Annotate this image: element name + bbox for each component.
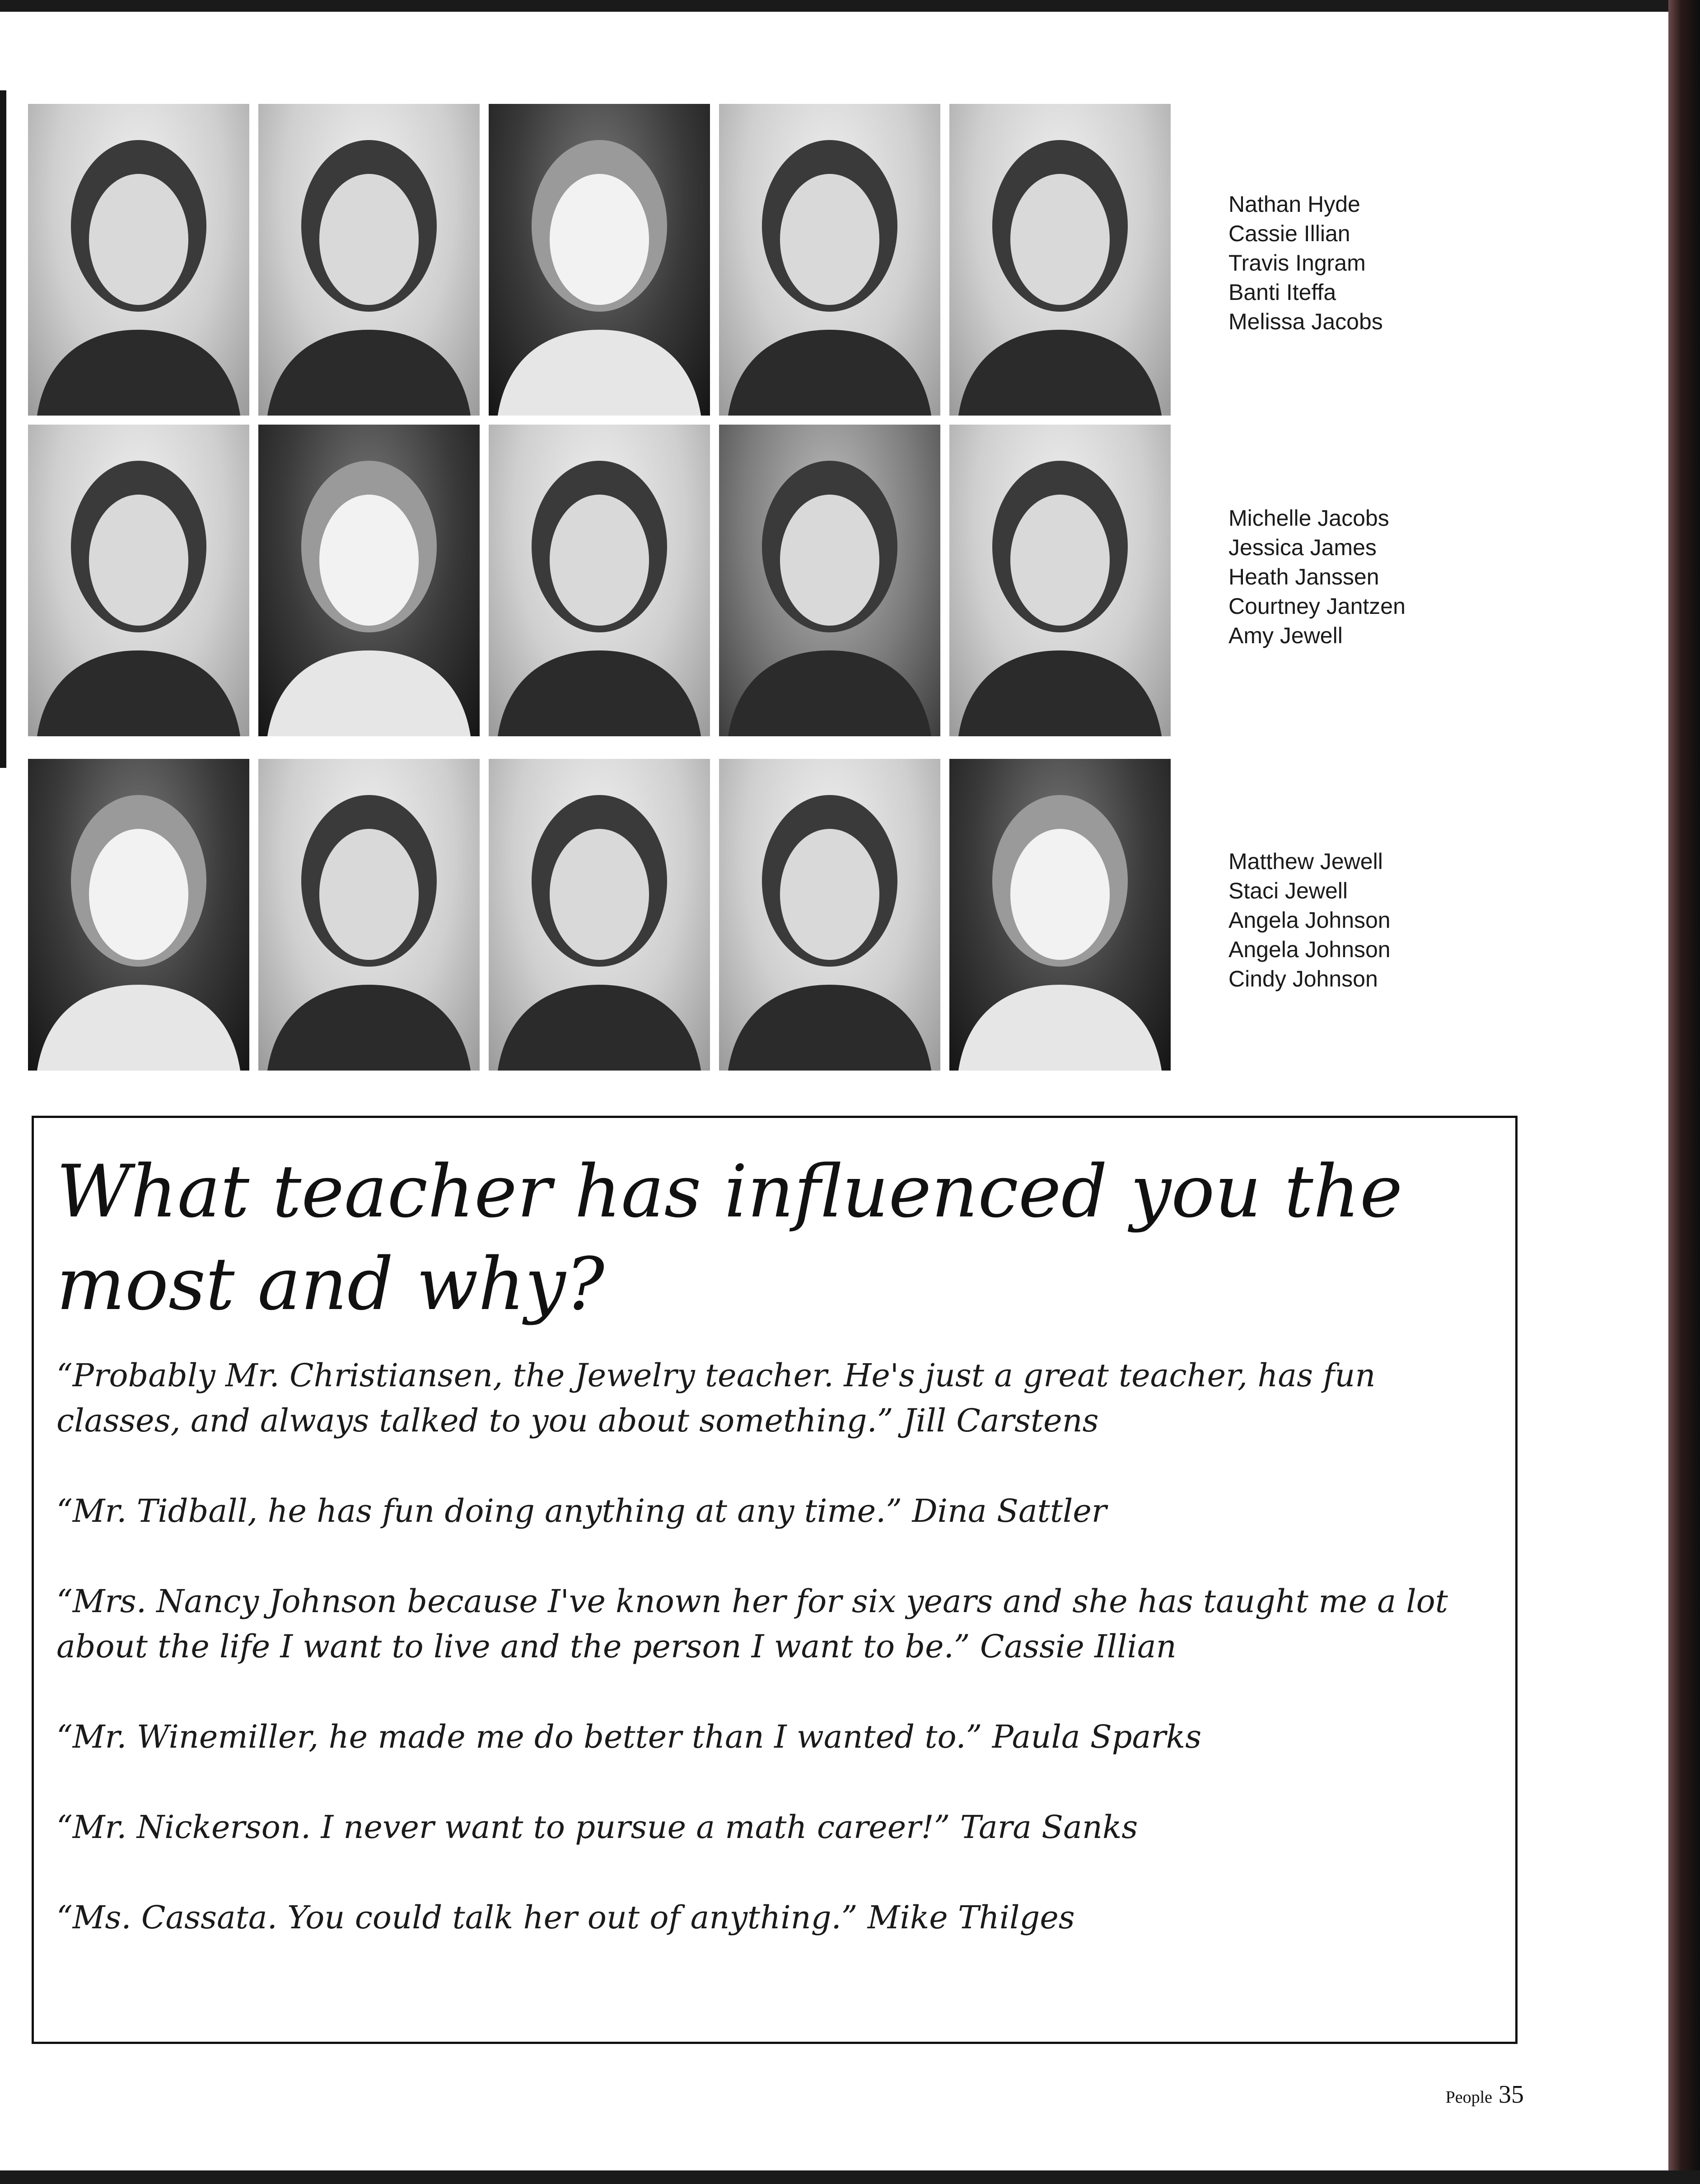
shoulders-shape [498,650,701,736]
student-name: Angela Johnson [1228,937,1391,962]
student-name: Staci Jewell [1228,878,1348,903]
face-shape [1010,174,1110,305]
portrait-silhouette [949,425,1171,736]
student-answer: “Mr. Nickerson. I never want to pursue a math career!” Tara Sanks [56,1809,1138,1846]
portrait-silhouette [949,104,1171,416]
page-number: 35 [1499,2081,1524,2109]
face-shape [89,495,188,626]
student-name: Cassie Illian [1228,221,1350,246]
face-shape [780,174,879,305]
shoulders-shape [37,330,240,416]
face-shape [780,495,879,626]
portrait-photo [949,104,1171,416]
feature-question: What teacher has influenced you the most and why? [56,1149,1403,1326]
student-name: Travis Ingram [1228,250,1366,276]
portrait-photo [719,425,940,736]
shoulders-shape [728,650,931,736]
page-folio [1446,2080,1524,2109]
face-shape [319,495,419,626]
portrait-silhouette [258,759,480,1071]
face-shape [550,829,649,960]
portrait-photo [28,759,249,1071]
shoulders-shape [267,330,471,416]
face-shape [550,495,649,626]
portrait-photo [949,759,1171,1071]
name-list-row-2 [1228,504,1406,650]
portrait-row-3 [28,759,1171,1071]
portrait-row-2 [28,425,1171,736]
portrait-photo [719,759,940,1071]
shoulders-shape [728,985,931,1071]
section-label: People [1445,2088,1492,2107]
student-name: Matthew Jewell [1228,849,1383,874]
student-name: Jessica James [1228,535,1377,560]
student-name: Amy Jewell [1228,623,1343,648]
student-answer: “Probably Mr. Christiansen, the Jewelry teacher. He's just a great teacher, has fun classes, and always talked to you about something.” Jill Carstens [56,1357,1376,1439]
answer-list [56,1353,1502,1985]
face-shape [780,829,879,960]
student-name: Cindy Johnson [1228,966,1378,991]
student-name: Nathan Hyde [1228,192,1360,217]
shoulders-shape [267,650,471,736]
name-list-row-1 [1228,190,1383,337]
portrait-photo [719,104,940,416]
student-answer: “Mr. Tidball, he has fun doing anything at any time.” Dina Sattler [56,1492,1107,1529]
page-edge-top [0,0,1700,12]
face-shape [1010,495,1110,626]
shoulders-shape [37,985,240,1071]
face-shape [89,174,188,305]
face-shape [1010,829,1110,960]
portrait-silhouette [489,759,710,1071]
student-answer: “Mr. Winemiller, he made me do better than I wanted to.” Paula Sparks [56,1718,1202,1755]
student-name: Michelle Jacobs [1228,505,1389,531]
shoulders-shape [728,330,931,416]
portrait-silhouette [258,104,480,416]
student-name: Courtney Jantzen [1228,594,1406,619]
page-edge-bottom [0,2170,1700,2184]
student-name: Melissa Jacobs [1228,309,1383,334]
face-shape [319,174,419,305]
shoulders-shape [958,985,1162,1071]
portrait-photo [258,425,480,736]
face-shape [89,829,188,960]
name-list-row-3 [1228,847,1391,994]
feature-box [32,1116,1518,2044]
student-name: Banti Iteffa [1228,280,1336,305]
shoulders-shape [498,985,701,1071]
portrait-silhouette [719,104,940,416]
shoulders-shape [958,330,1162,416]
face-shape [550,174,649,305]
page-edge-left [0,90,6,768]
portrait-photo [489,104,710,416]
student-name: Heath Janssen [1228,564,1379,589]
portrait-silhouette [489,425,710,736]
shoulders-shape [498,330,701,416]
shoulders-shape [267,985,471,1071]
portrait-silhouette [719,759,940,1071]
portrait-photo [28,425,249,736]
student-name: Angela Johnson [1228,907,1391,933]
portrait-silhouette [28,759,249,1071]
portrait-silhouette [719,425,940,736]
portrait-photo [489,425,710,736]
portrait-row-1 [28,104,1171,416]
face-shape [319,829,419,960]
portrait-silhouette [949,759,1171,1071]
portrait-silhouette [28,425,249,736]
portrait-photo [28,104,249,416]
portrait-photo [489,759,710,1071]
shoulders-shape [37,650,240,736]
portrait-silhouette [489,104,710,416]
portrait-photo [258,104,480,416]
shoulders-shape [958,650,1162,736]
page-spine-edge [1668,0,1700,2184]
portrait-photo [949,425,1171,736]
portrait-silhouette [28,104,249,416]
student-answer: “Ms. Cassata. You could talk her out of anything.” Mike Thilges [56,1899,1075,1936]
portrait-silhouette [258,425,480,736]
portrait-photo [258,759,480,1071]
student-answer: “Mrs. Nancy Johnson because I've known her for six years and she has taught me a lot about the life I want to live and the person I want to be.” Cassie Illian [56,1583,1448,1665]
